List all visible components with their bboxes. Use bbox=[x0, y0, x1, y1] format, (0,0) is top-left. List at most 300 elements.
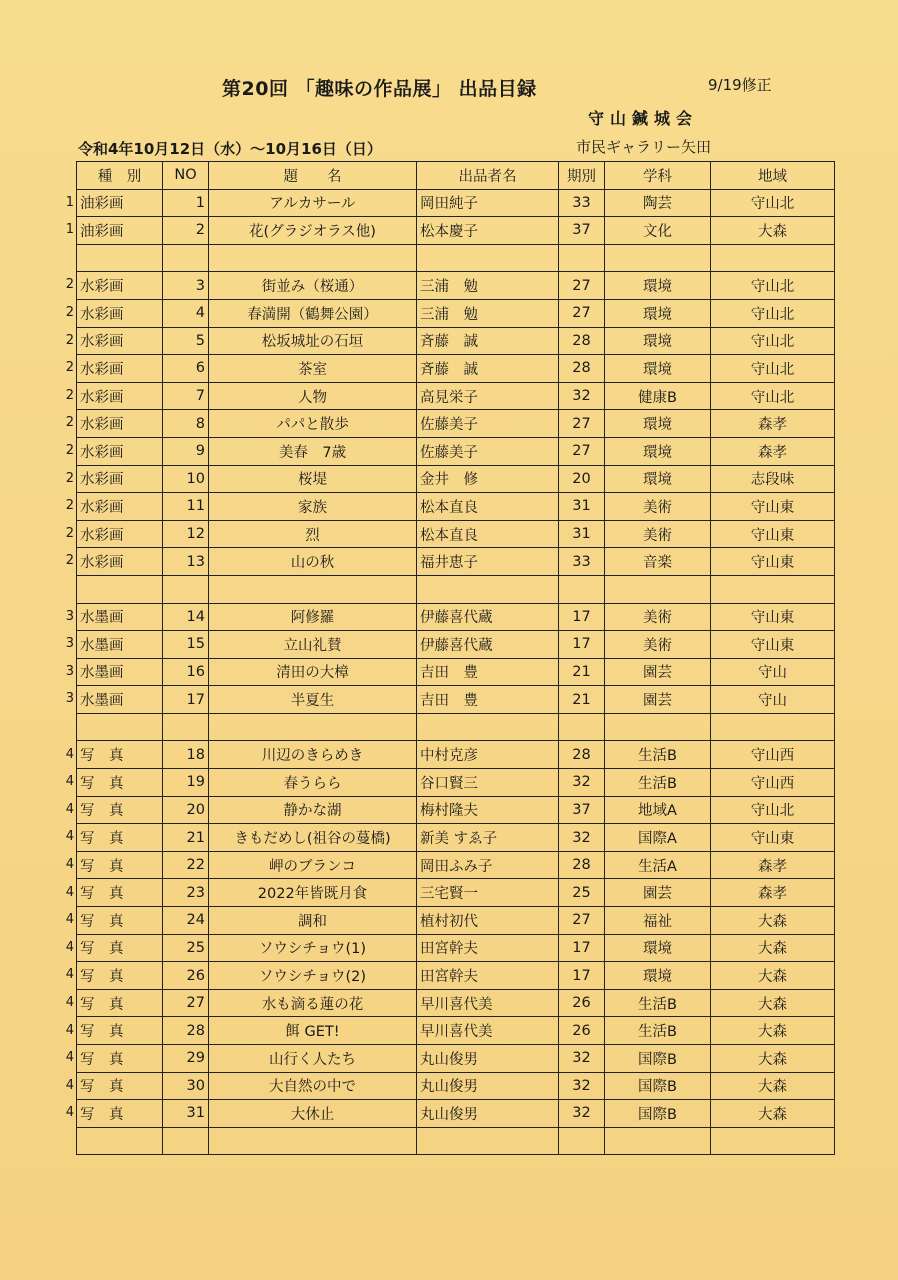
cell-title: 春うらら bbox=[209, 769, 417, 797]
document-title: 第20回 「趣味の作品展」 出品目録 bbox=[222, 78, 537, 100]
cell-area: 守山東 bbox=[711, 493, 835, 521]
cell-exhibitor: 伊藤喜代蔵 bbox=[417, 631, 559, 659]
cell-subject bbox=[605, 575, 711, 603]
group-number: 4 bbox=[65, 1105, 74, 1121]
exhibition-venue: 市民ギャラリー矢田 bbox=[576, 138, 712, 156]
cell-term: 27 bbox=[559, 272, 605, 300]
cell-kind: 水彩画 bbox=[77, 272, 163, 300]
cell-subject: 福祉 bbox=[605, 907, 711, 935]
cell-exhibitor: 岡田ふみ子 bbox=[417, 851, 559, 879]
group-number: 2 bbox=[65, 525, 74, 541]
cell-term: 27 bbox=[559, 907, 605, 935]
cell-title: 静かな湖 bbox=[209, 796, 417, 824]
cell-term: 33 bbox=[559, 548, 605, 576]
cell-exhibitor: 金井 修 bbox=[417, 465, 559, 493]
cell-kind: 水墨画 bbox=[77, 686, 163, 714]
cell-no: 3 bbox=[163, 272, 209, 300]
cell-no: 12 bbox=[163, 520, 209, 548]
cell-exhibitor bbox=[417, 575, 559, 603]
cell-area: 守山 bbox=[711, 686, 835, 714]
cell-exhibitor: 梅村隆夫 bbox=[417, 796, 559, 824]
organizer-name: 守山鍼城会 bbox=[588, 109, 699, 128]
cell-title bbox=[209, 244, 417, 272]
cell-no: 8 bbox=[163, 410, 209, 438]
cell-no bbox=[163, 575, 209, 603]
group-number: 2 bbox=[65, 470, 74, 486]
cell-no: 25 bbox=[163, 934, 209, 962]
table-row bbox=[77, 493, 835, 521]
cell-kind: 写 真 bbox=[77, 1045, 163, 1073]
table-row bbox=[77, 189, 835, 217]
cell-kind: 水彩画 bbox=[77, 382, 163, 410]
cell-term: 32 bbox=[559, 1045, 605, 1073]
cell-area: 守山北 bbox=[711, 382, 835, 410]
cell-no: 2 bbox=[163, 217, 209, 245]
table-row bbox=[77, 1045, 835, 1073]
cell-no: 18 bbox=[163, 741, 209, 769]
group-number: 2 bbox=[65, 387, 74, 403]
table-row bbox=[77, 631, 835, 659]
cell-kind: 写 真 bbox=[77, 824, 163, 852]
cell-no: 31 bbox=[163, 1100, 209, 1128]
cell-kind: 写 真 bbox=[77, 1017, 163, 1045]
group-number: 3 bbox=[65, 608, 74, 624]
table-row bbox=[77, 962, 835, 990]
cell-kind: 水彩画 bbox=[77, 493, 163, 521]
table-row bbox=[77, 769, 835, 797]
cell-kind: 写 真 bbox=[77, 741, 163, 769]
cell-kind: 水彩画 bbox=[77, 327, 163, 355]
cell-no: 10 bbox=[163, 465, 209, 493]
cell-no: 22 bbox=[163, 851, 209, 879]
group-number: 2 bbox=[65, 415, 74, 431]
cell-kind: 水彩画 bbox=[77, 299, 163, 327]
table-row bbox=[77, 1072, 835, 1100]
table-row bbox=[77, 465, 835, 493]
cell-title: 桜堤 bbox=[209, 465, 417, 493]
group-number: 2 bbox=[65, 553, 74, 569]
cell-term: 33 bbox=[559, 189, 605, 217]
cell-kind: 油彩画 bbox=[77, 217, 163, 245]
cell-area: 守山北 bbox=[711, 355, 835, 383]
cell-kind: 水彩画 bbox=[77, 465, 163, 493]
cell-subject bbox=[605, 713, 711, 741]
cell-exhibitor: 田宮幹夫 bbox=[417, 962, 559, 990]
cell-subject: 文化 bbox=[605, 217, 711, 245]
revision-note: 9/19修正 bbox=[708, 76, 772, 94]
cell-kind: 写 真 bbox=[77, 962, 163, 990]
cell-area bbox=[711, 713, 835, 741]
cell-subject: 音楽 bbox=[605, 548, 711, 576]
cell-term: 27 bbox=[559, 299, 605, 327]
cell-kind bbox=[77, 575, 163, 603]
table-row bbox=[77, 603, 835, 631]
cell-term: 31 bbox=[559, 493, 605, 521]
cell-area: 守山 bbox=[711, 658, 835, 686]
cell-title: 清田の大樟 bbox=[209, 658, 417, 686]
column-header-subject: 学科 bbox=[605, 162, 711, 190]
cell-title: 山の秋 bbox=[209, 548, 417, 576]
cell-title: 阿修羅 bbox=[209, 603, 417, 631]
cell-term bbox=[559, 244, 605, 272]
cell-term: 32 bbox=[559, 769, 605, 797]
cell-area: 森孝 bbox=[711, 437, 835, 465]
table-row bbox=[77, 217, 835, 245]
table-row bbox=[77, 1100, 835, 1128]
cell-no: 28 bbox=[163, 1017, 209, 1045]
cell-title: 茶室 bbox=[209, 355, 417, 383]
cell-exhibitor bbox=[417, 1127, 559, 1155]
cell-kind: 水墨画 bbox=[77, 631, 163, 659]
cell-title: 家族 bbox=[209, 493, 417, 521]
table-row-blank bbox=[77, 713, 835, 741]
cell-area: 守山北 bbox=[711, 272, 835, 300]
cell-exhibitor: 吉田 豊 bbox=[417, 686, 559, 714]
group-number: 4 bbox=[65, 995, 74, 1010]
cell-exhibitor: 丸山俊男 bbox=[417, 1045, 559, 1073]
column-header-term: 期別 bbox=[559, 162, 605, 190]
cell-area: 守山北 bbox=[711, 796, 835, 824]
cell-area: 志段味 bbox=[711, 465, 835, 493]
cell-term: 28 bbox=[559, 327, 605, 355]
cell-exhibitor: 斉藤 誠 bbox=[417, 327, 559, 355]
group-number: 4 bbox=[65, 857, 74, 872]
cell-term: 21 bbox=[559, 686, 605, 714]
cell-title: 街並み（桜通） bbox=[209, 272, 417, 300]
cell-term: 27 bbox=[559, 437, 605, 465]
cell-no: 20 bbox=[163, 796, 209, 824]
cell-exhibitor: 斉藤 誠 bbox=[417, 355, 559, 383]
table-row bbox=[77, 824, 835, 852]
cell-exhibitor: 福井恵子 bbox=[417, 548, 559, 576]
cell-exhibitor: 植村初代 bbox=[417, 907, 559, 935]
cell-term: 17 bbox=[559, 631, 605, 659]
group-number: 3 bbox=[65, 691, 74, 707]
table-row-blank bbox=[77, 575, 835, 603]
cell-title: 松坂城址の石垣 bbox=[209, 327, 417, 355]
cell-subject: 美術 bbox=[605, 493, 711, 521]
table-row bbox=[77, 934, 835, 962]
cell-kind: 写 真 bbox=[77, 934, 163, 962]
cell-subject: 国際B bbox=[605, 1100, 711, 1128]
cell-exhibitor: 高見栄子 bbox=[417, 382, 559, 410]
cell-no: 15 bbox=[163, 631, 209, 659]
cell-area: 守山東 bbox=[711, 548, 835, 576]
cell-exhibitor: 岡田純子 bbox=[417, 189, 559, 217]
cell-term: 17 bbox=[559, 603, 605, 631]
cell-subject: 環境 bbox=[605, 410, 711, 438]
cell-no bbox=[163, 244, 209, 272]
cell-subject: 環境 bbox=[605, 355, 711, 383]
cell-title: 餌 GET! bbox=[209, 1017, 417, 1045]
cell-subject: 生活A bbox=[605, 851, 711, 879]
table-row bbox=[77, 437, 835, 465]
exhibition-period: 令和4年10月12日（水）～10月16日（日） bbox=[78, 140, 382, 158]
table-row bbox=[77, 879, 835, 907]
cell-subject: 美術 bbox=[605, 603, 711, 631]
column-header-no: NO bbox=[163, 162, 209, 190]
cell-kind: 写 真 bbox=[77, 796, 163, 824]
cell-kind: 写 真 bbox=[77, 907, 163, 935]
cell-title: ソウシチョウ(2) bbox=[209, 962, 417, 990]
cell-subject bbox=[605, 244, 711, 272]
cell-exhibitor: 中村克彦 bbox=[417, 741, 559, 769]
cell-kind: 写 真 bbox=[77, 1100, 163, 1128]
cell-title: ソウシチョウ(1) bbox=[209, 934, 417, 962]
cell-term: 25 bbox=[559, 879, 605, 907]
cell-title: アルカサール bbox=[209, 189, 417, 217]
cell-subject: 生活B bbox=[605, 989, 711, 1017]
cell-no: 19 bbox=[163, 769, 209, 797]
cell-no: 17 bbox=[163, 686, 209, 714]
cell-kind: 写 真 bbox=[77, 769, 163, 797]
column-header-title: 題 名 bbox=[209, 162, 417, 190]
cell-term: 21 bbox=[559, 658, 605, 686]
cell-term bbox=[559, 1127, 605, 1155]
cell-title: 調和 bbox=[209, 907, 417, 935]
cell-exhibitor: 伊藤喜代蔵 bbox=[417, 603, 559, 631]
cell-no bbox=[163, 713, 209, 741]
cell-exhibitor: 早川喜代美 bbox=[417, 989, 559, 1017]
cell-no: 1 bbox=[163, 189, 209, 217]
table-row bbox=[77, 382, 835, 410]
cell-term: 17 bbox=[559, 934, 605, 962]
cell-no: 29 bbox=[163, 1045, 209, 1073]
group-number: 4 bbox=[65, 912, 74, 928]
cell-title bbox=[209, 713, 417, 741]
cell-term: 28 bbox=[559, 355, 605, 383]
group-number: 1 bbox=[65, 222, 74, 238]
cell-title: 岬のブランコ bbox=[209, 851, 417, 879]
cell-area: 守山東 bbox=[711, 603, 835, 631]
cell-term: 31 bbox=[559, 520, 605, 548]
group-number: 4 bbox=[65, 939, 74, 955]
cell-kind: 水墨画 bbox=[77, 603, 163, 631]
group-number: 4 bbox=[65, 774, 74, 790]
cell-subject: 環境 bbox=[605, 299, 711, 327]
group-number: 4 bbox=[65, 746, 74, 762]
cell-subject: 環境 bbox=[605, 272, 711, 300]
cell-exhibitor: 丸山俊男 bbox=[417, 1100, 559, 1128]
cell-subject: 国際A bbox=[605, 824, 711, 852]
cell-subject: 国際B bbox=[605, 1045, 711, 1073]
cell-term: 32 bbox=[559, 824, 605, 852]
entry-catalog-table bbox=[76, 161, 835, 1155]
cell-area: 守山東 bbox=[711, 631, 835, 659]
cell-area: 森孝 bbox=[711, 410, 835, 438]
cell-no: 21 bbox=[163, 824, 209, 852]
cell-title: 半夏生 bbox=[209, 686, 417, 714]
cell-area bbox=[711, 1127, 835, 1155]
cell-no: 7 bbox=[163, 382, 209, 410]
cell-no: 11 bbox=[163, 493, 209, 521]
group-number: 4 bbox=[65, 884, 74, 900]
table-row bbox=[77, 548, 835, 576]
cell-subject: 環境 bbox=[605, 437, 711, 465]
group-number: 4 bbox=[65, 829, 74, 845]
cell-kind: 水彩画 bbox=[77, 437, 163, 465]
cell-subject: 生活B bbox=[605, 741, 711, 769]
table-row-blank bbox=[77, 1127, 835, 1155]
table-row bbox=[77, 327, 835, 355]
cell-area: 大森 bbox=[711, 1072, 835, 1100]
cell-area: 森孝 bbox=[711, 851, 835, 879]
group-number: 4 bbox=[65, 967, 74, 983]
cell-kind bbox=[77, 713, 163, 741]
cell-term: 28 bbox=[559, 851, 605, 879]
cell-area: 大森 bbox=[711, 934, 835, 962]
cell-kind: 水墨画 bbox=[77, 658, 163, 686]
cell-area: 大森 bbox=[711, 1045, 835, 1073]
cell-subject: 美術 bbox=[605, 520, 711, 548]
cell-title: パパと散歩 bbox=[209, 410, 417, 438]
table-row bbox=[77, 658, 835, 686]
cell-no: 6 bbox=[163, 355, 209, 383]
cell-area bbox=[711, 244, 835, 272]
cell-no bbox=[163, 1127, 209, 1155]
cell-exhibitor: 佐藤美子 bbox=[417, 437, 559, 465]
cell-exhibitor: 丸山俊男 bbox=[417, 1072, 559, 1100]
cell-title: 川辺のきらめき bbox=[209, 741, 417, 769]
cell-term: 28 bbox=[559, 741, 605, 769]
cell-area: 森孝 bbox=[711, 879, 835, 907]
cell-subject: 健康B bbox=[605, 382, 711, 410]
group-number: 2 bbox=[65, 498, 74, 514]
table-row bbox=[77, 907, 835, 935]
cell-area: 大森 bbox=[711, 1100, 835, 1128]
cell-no: 24 bbox=[163, 907, 209, 935]
cell-kind: 写 真 bbox=[77, 879, 163, 907]
cell-area: 守山北 bbox=[711, 299, 835, 327]
cell-kind: 油彩画 bbox=[77, 189, 163, 217]
cell-no: 16 bbox=[163, 658, 209, 686]
cell-title: 人物 bbox=[209, 382, 417, 410]
cell-exhibitor: 田宮幹夫 bbox=[417, 934, 559, 962]
cell-area: 大森 bbox=[711, 1017, 835, 1045]
cell-title: きもだめし(祖谷の蔓橋) bbox=[209, 824, 417, 852]
cell-exhibitor: 三浦 勉 bbox=[417, 299, 559, 327]
table-row bbox=[77, 410, 835, 438]
cell-subject: 園芸 bbox=[605, 686, 711, 714]
cell-subject: 環境 bbox=[605, 327, 711, 355]
cell-area: 大森 bbox=[711, 217, 835, 245]
cell-title: 大休止 bbox=[209, 1100, 417, 1128]
group-number: 4 bbox=[65, 1077, 74, 1093]
cell-subject bbox=[605, 1127, 711, 1155]
cell-title: 花(グラジオラス他) bbox=[209, 217, 417, 245]
cell-kind: 水彩画 bbox=[77, 548, 163, 576]
group-number: 4 bbox=[65, 1022, 74, 1038]
table-row bbox=[77, 1017, 835, 1045]
group-number: 2 bbox=[65, 277, 74, 293]
cell-term: 27 bbox=[559, 410, 605, 438]
cell-exhibitor bbox=[417, 244, 559, 272]
group-number: 4 bbox=[65, 1050, 74, 1066]
cell-exhibitor: 谷口賢三 bbox=[417, 769, 559, 797]
cell-kind: 写 真 bbox=[77, 1072, 163, 1100]
group-number: 2 bbox=[65, 305, 74, 320]
cell-title: 美春 7歳 bbox=[209, 437, 417, 465]
cell-no: 14 bbox=[163, 603, 209, 631]
table-row bbox=[77, 989, 835, 1017]
cell-exhibitor bbox=[417, 713, 559, 741]
cell-subject: 陶芸 bbox=[605, 189, 711, 217]
group-number: 1 bbox=[65, 194, 74, 210]
cell-title: 大自然の中で bbox=[209, 1072, 417, 1100]
cell-exhibitor: 松本直良 bbox=[417, 520, 559, 548]
cell-title: 烈 bbox=[209, 520, 417, 548]
column-header-exhibitor: 出品者名 bbox=[417, 162, 559, 190]
cell-kind: 水彩画 bbox=[77, 410, 163, 438]
cell-kind: 水彩画 bbox=[77, 355, 163, 383]
cell-title: 水も滴る蓮の花 bbox=[209, 989, 417, 1017]
cell-exhibitor: 佐藤美子 bbox=[417, 410, 559, 438]
cell-title: 山行く人たち bbox=[209, 1045, 417, 1073]
column-header-kind: 種 別 bbox=[77, 162, 163, 190]
table-row-blank bbox=[77, 244, 835, 272]
cell-term: 37 bbox=[559, 796, 605, 824]
table-row bbox=[77, 686, 835, 714]
cell-no: 27 bbox=[163, 989, 209, 1017]
cell-exhibitor: 松本直良 bbox=[417, 493, 559, 521]
cell-no: 26 bbox=[163, 962, 209, 990]
cell-kind bbox=[77, 244, 163, 272]
cell-no: 5 bbox=[163, 327, 209, 355]
table-row bbox=[77, 272, 835, 300]
cell-area: 大森 bbox=[711, 989, 835, 1017]
cell-term bbox=[559, 575, 605, 603]
cell-area: 大森 bbox=[711, 962, 835, 990]
group-number: 4 bbox=[65, 801, 74, 817]
cell-term: 26 bbox=[559, 989, 605, 1017]
cell-exhibitor: 三浦 勉 bbox=[417, 272, 559, 300]
cell-exhibitor: 新美 すゑ子 bbox=[417, 824, 559, 852]
cell-term: 37 bbox=[559, 217, 605, 245]
cell-area: 守山東 bbox=[711, 824, 835, 852]
cell-exhibitor: 吉田 豊 bbox=[417, 658, 559, 686]
table-header-row bbox=[77, 162, 835, 190]
cell-area: 守山東 bbox=[711, 520, 835, 548]
cell-subject: 生活B bbox=[605, 1017, 711, 1045]
cell-area: 守山西 bbox=[711, 769, 835, 797]
cell-no: 13 bbox=[163, 548, 209, 576]
group-number: 2 bbox=[65, 443, 74, 458]
cell-term: 26 bbox=[559, 1017, 605, 1045]
cell-term: 17 bbox=[559, 962, 605, 990]
cell-subject: 環境 bbox=[605, 934, 711, 962]
group-number: 2 bbox=[65, 360, 74, 376]
cell-area: 守山北 bbox=[711, 327, 835, 355]
cell-subject: 園芸 bbox=[605, 879, 711, 907]
cell-term: 20 bbox=[559, 465, 605, 493]
cell-kind: 写 真 bbox=[77, 989, 163, 1017]
cell-no: 23 bbox=[163, 879, 209, 907]
cell-area: 守山北 bbox=[711, 189, 835, 217]
table-row bbox=[77, 355, 835, 383]
table-row bbox=[77, 741, 835, 769]
cell-term bbox=[559, 713, 605, 741]
cell-subject: 生活B bbox=[605, 769, 711, 797]
cell-kind: 写 真 bbox=[77, 851, 163, 879]
cell-subject: 国際B bbox=[605, 1072, 711, 1100]
cell-area: 守山西 bbox=[711, 741, 835, 769]
cell-exhibitor: 早川喜代美 bbox=[417, 1017, 559, 1045]
cell-no: 30 bbox=[163, 1072, 209, 1100]
table-row bbox=[77, 520, 835, 548]
cell-title: 立山礼賛 bbox=[209, 631, 417, 659]
group-number: 3 bbox=[65, 663, 74, 679]
cell-term: 32 bbox=[559, 382, 605, 410]
